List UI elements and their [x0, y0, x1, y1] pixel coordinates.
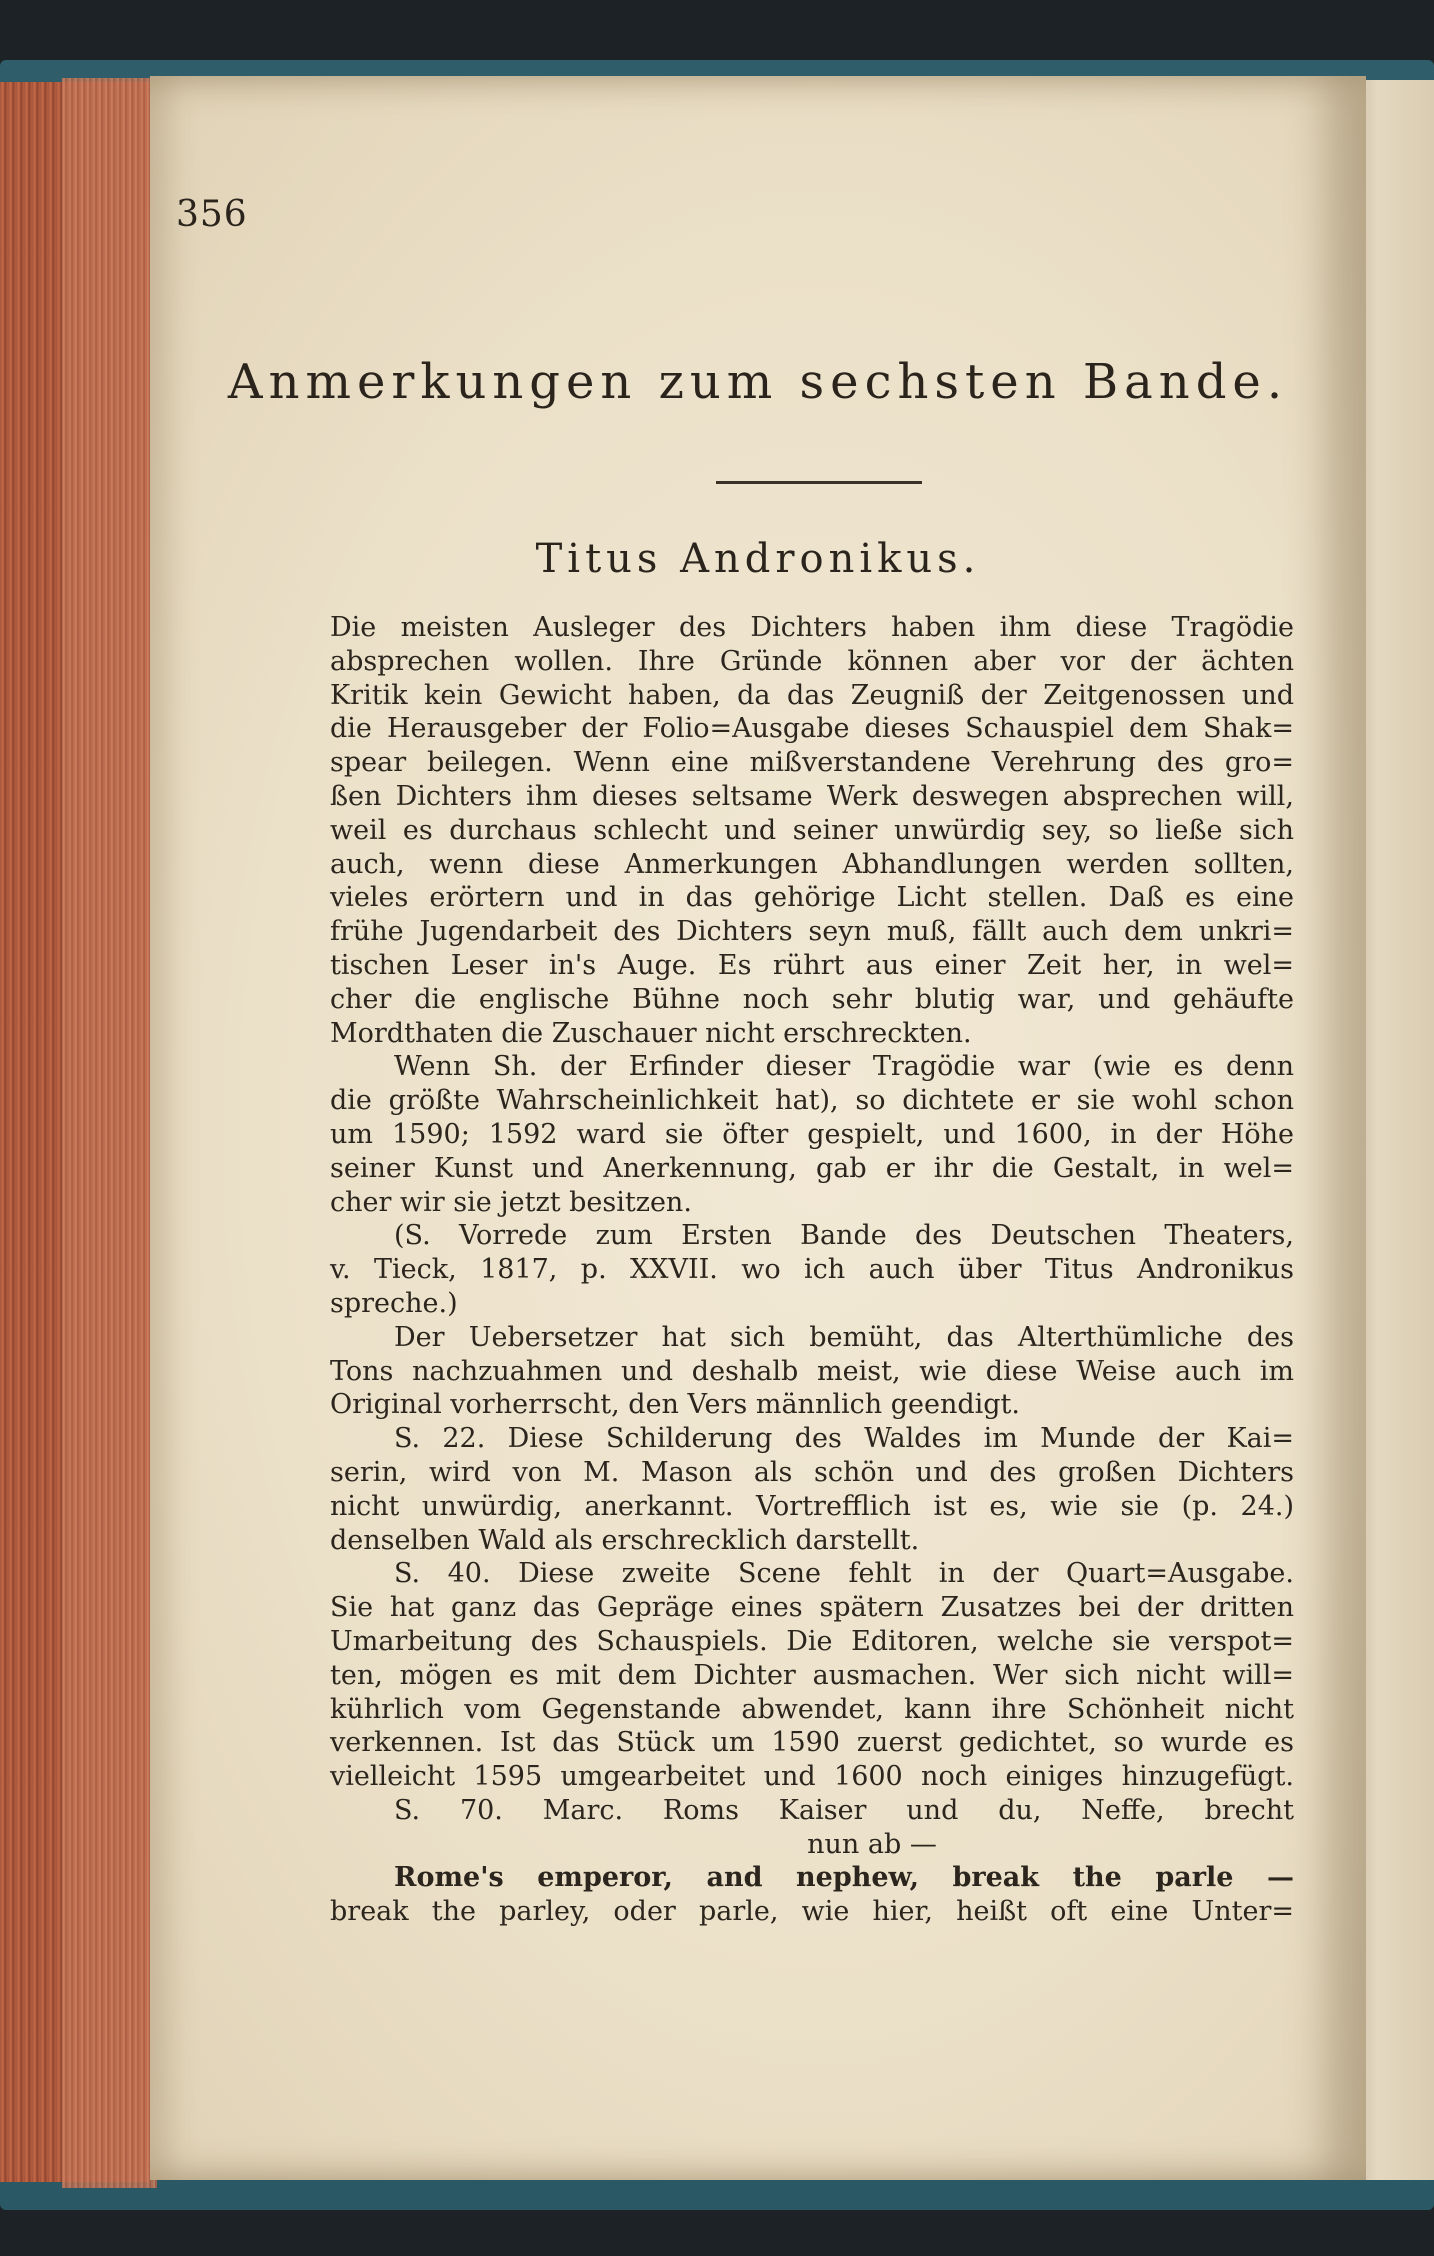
text-line: ßen Dichters ihm dieses seltsame Werk deswegen absprechen will,	[330, 780, 1294, 812]
text-line: kührlich vom Gegenstande abwendet, kann ihre Schönheit nicht	[330, 1693, 1294, 1725]
text-line: die Herausgeber der Folio=Ausgabe dieses Schauspiel dem Shak=	[330, 713, 1294, 745]
text-line: break the parley, oder parle, wie hier, heißt oft eine Unter=	[330, 1896, 1294, 1928]
text-line: serin, wird von M. Mason als schön und des großen Dichters	[330, 1456, 1294, 1488]
text-line: die größte Wahrscheinlichkeit hat), so dichtete er sie wohl schon	[330, 1085, 1294, 1117]
text-line: Sie hat ganz das Gepräge eines spätern Zusatzes bei der dritten	[330, 1592, 1294, 1624]
text-line: Der Uebersetzer hat sich bemüht, das Alterthümliche des	[394, 1321, 1294, 1353]
text-line: Kritik kein Gewicht haben, da das Zeugniß der Zeitgenossen und	[330, 679, 1294, 711]
text-line: tischen Leser in's Auge. Es rührt aus einer Zeit her, in wel=	[330, 949, 1294, 981]
text-line: spear beilegen. Wenn eine mißverstandene Verehrung des gro=	[330, 747, 1294, 779]
text-line: Wenn Sh. der Erfinder dieser Tragödie war (wie es denn	[394, 1051, 1294, 1083]
text-line: ten, mögen es mit dem Dichter ausmachen. Wer sich nicht will=	[330, 1659, 1294, 1691]
text-line: frühe Jugendarbeit des Dichters seyn muß, fällt auch dem unkri=	[330, 916, 1294, 948]
text-line: S. 70. Marc. Roms Kaiser und du, Neffe, brecht	[394, 1794, 1294, 1826]
text-line: cher wir sie jetzt besitzen.	[330, 1186, 692, 1218]
text-line: verkennen. Ist das Stück um 1590 zuerst gedichtet, so wurde es	[330, 1727, 1294, 1759]
text-line: v. Tieck, 1817, p. XXVII. wo ich auch über Titus Andronikus	[330, 1254, 1294, 1286]
body-text	[330, 611, 1294, 1929]
text-line: Die meisten Ausleger des Dichters haben ihm diese Tragödie	[330, 612, 1294, 643]
text-line: vielleicht 1595 umgearbeitet und 1600 noch einiges hinzugefügt.	[330, 1761, 1294, 1793]
section-title: Titus Andronikus.	[535, 536, 981, 582]
text-line: um 1590; 1592 ward sie öfter gespielt, und 1600, in der Höhe	[330, 1118, 1294, 1150]
text-line: Tons nachzuahmen und deshalb meist, wie diese Weise auch im	[330, 1355, 1294, 1387]
text-line: nun ab —	[807, 1828, 937, 1860]
text-line: nicht unwürdig, anerkannt. Vortrefflich ist es, wie sie (p. 24.)	[330, 1490, 1294, 1522]
text-line: S. 40. Diese zweite Scene fehlt in der Quart=Ausgabe.	[394, 1558, 1294, 1590]
text-line: vieles erörtern und in das gehörige Licht stellen. Daß es eine	[330, 882, 1294, 914]
text-line: spreche.)	[330, 1287, 458, 1319]
text-line: absprechen wollen. Ihre Gründe können aber vor der ächten	[330, 645, 1294, 677]
text-line: Rome's emperor, and nephew, break the parle —	[394, 1862, 1294, 1894]
chapter-title: Anmerkungen zum sechsten Bande.	[227, 354, 1289, 410]
text-line: denselben Wald als erschrecklich darstellt.	[330, 1524, 920, 1556]
page-number: 356	[176, 194, 248, 235]
text-line: Original vorherrscht, den Vers männlich geendigt.	[330, 1389, 1020, 1421]
text-line: Umarbeitung des Schauspiels. Die Editoren, welche sie verspot=	[330, 1625, 1294, 1657]
text-line: seiner Kunst und Anerkennung, gab er ihr die Gestalt, in wel=	[330, 1152, 1294, 1184]
text-line: weil es durchaus schlecht und seiner unwürdig sey, so ließe sich	[330, 814, 1294, 846]
page-edges	[62, 78, 157, 2188]
text-line: cher die englische Bühne noch sehr blutig war, und gehäufte	[330, 983, 1294, 1015]
title-divider	[716, 481, 922, 484]
text-line: S. 22. Diese Schilderung des Waldes im Munde der Kai=	[394, 1423, 1294, 1455]
text-line: auch, wenn diese Anmerkungen Abhandlungen werden sollten,	[330, 848, 1294, 880]
text-line: Mordthaten die Zuschauer nicht erschreckten.	[330, 1017, 972, 1049]
text-line: (S. Vorrede zum Ersten Bande des Deutschen Theaters,	[394, 1220, 1294, 1252]
